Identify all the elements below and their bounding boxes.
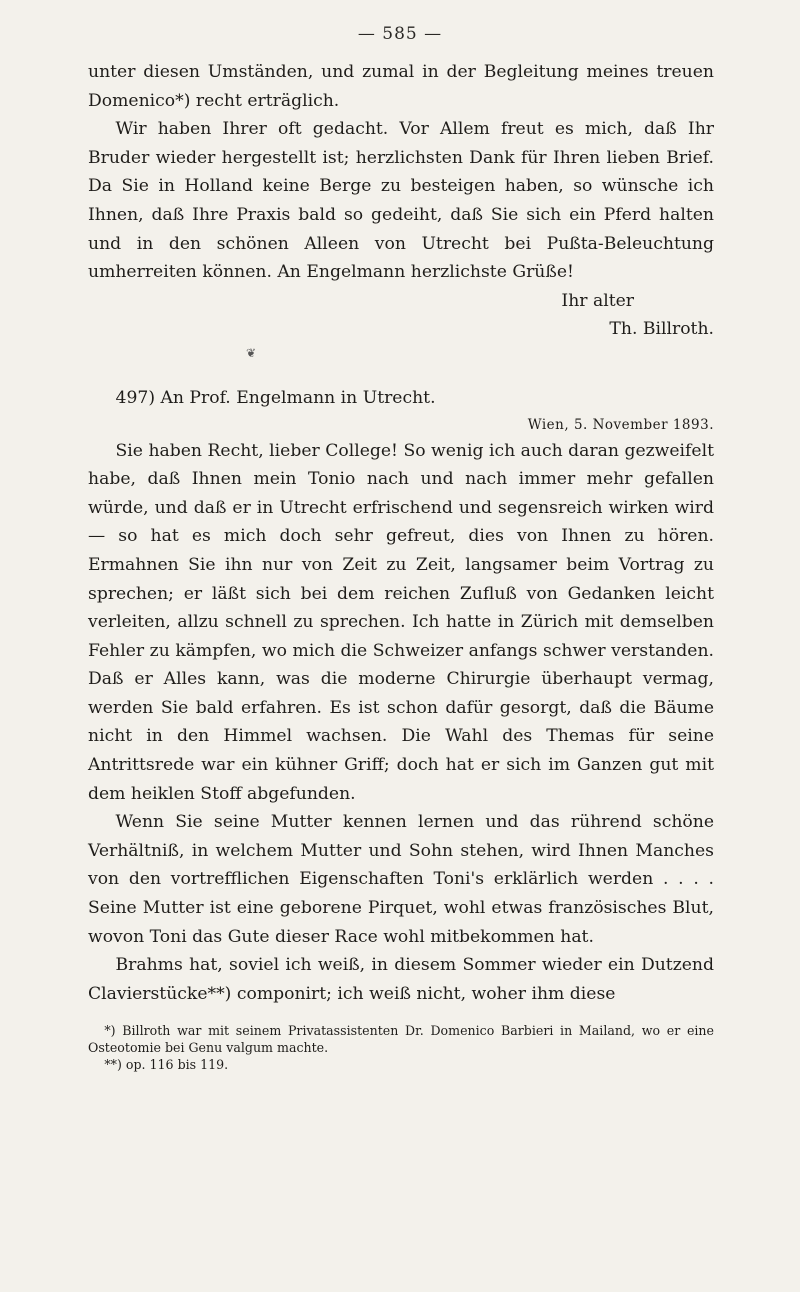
footnotes bbox=[88, 1022, 714, 1073]
page-content bbox=[88, 58, 714, 1073]
letter-closing: Ihr alter bbox=[561, 290, 634, 311]
previous-letter-line-1: unter diesen Umständen, und zumal in der Begleitung meines treuen Domenico*) recht erträglich. bbox=[88, 62, 714, 111]
letter-heading: 497) An Prof. Engelmann in Utrecht. bbox=[115, 387, 436, 408]
letter-paragraph-1: Sie haben Recht, lieber College! So wenig ich auch daran gezweifelt habe, daß Ihnen mein Tonio nach und nach immer mehr gefallen würde, und daß er in Utrecht erfrischend und segensreich wirken wird — so hat es mich doch sehr gefreut, dies von Ihnen zu hören. Ermahnen Sie ihn nur von Zeit zu Zeit, langsamer beim Vortrag zu sprechen; er läßt sich bei dem reichen Zufluß von Gedanken leicht verleiten, allzu schnell zu sprechen. Ich hatte in Zürich mit demselben Fehler zu kämpfen, wo mich die Schweizer anfangs schwer verstanden. Daß er Alles kann, was die moderne Chirurgie überhaupt vermag, werden Sie bald erfahren. Es ist schon dafür gesorgt, daß die Bäume nicht in den Himmel wachsen. Die Wahl des Themas für seine Antrittsrede war ein kühner Griff; doch hat er sich im Ganzen gut mit dem heiklen Stoff abgefunden. bbox=[88, 440, 714, 804]
section-divider-ornament: ❦ bbox=[245, 345, 257, 360]
letter-paragraph-2: Wenn Sie seine Mutter kennen lernen und das rührend schöne Verhältniß, in welchem Mutter und Sohn stehen, wird Ihnen Manches von den vortrefflichen Eigenschaften Toni's erklärlich werden . . . . Seine Mutter ist eine geborene Pirquet, wohl etwas französisches Blut, wovon Toni das Gute dieser Race wohl mitbekommen hat. bbox=[88, 812, 714, 947]
footnote-2: **) op. 116 bis 119. bbox=[104, 1057, 229, 1073]
page-number: — 585 — bbox=[357, 24, 443, 44]
letter-signature: Th. Billroth. bbox=[609, 319, 714, 340]
previous-letter-paragraph: Wir haben Ihrer oft gedacht. Vor Allem freut es mich, daß Ihr Bruder wieder hergestellt ist; herzlichsten Dank für Ihren lieben Brief. Da Sie in Holland keine Berge zu besteigen haben, so wünsche ich Ihnen, daß Ihre Praxis bald so gedeiht, daß Sie sich ein Pferd halten und in den schönen Alleen von Utrecht bei Pußta-Beleuchtung umherreiten können. An Engelmann herzlichste Grüße! bbox=[88, 119, 714, 283]
footnote-1: *) Billroth war mit seinem Privatassistenten Dr. Domenico Barbieri in Mailand, wo er eine Osteotomie bei Genu valgum machte. bbox=[88, 1023, 714, 1056]
letter-place-date: Wien, 5. November 1893. bbox=[527, 416, 714, 433]
letter-paragraph-3: Brahms hat, soviel ich weiß, in diesem Sommer wieder ein Dutzend Clavierstücke**) componirt; ich weiß nicht, woher ihm diese bbox=[88, 955, 714, 1004]
